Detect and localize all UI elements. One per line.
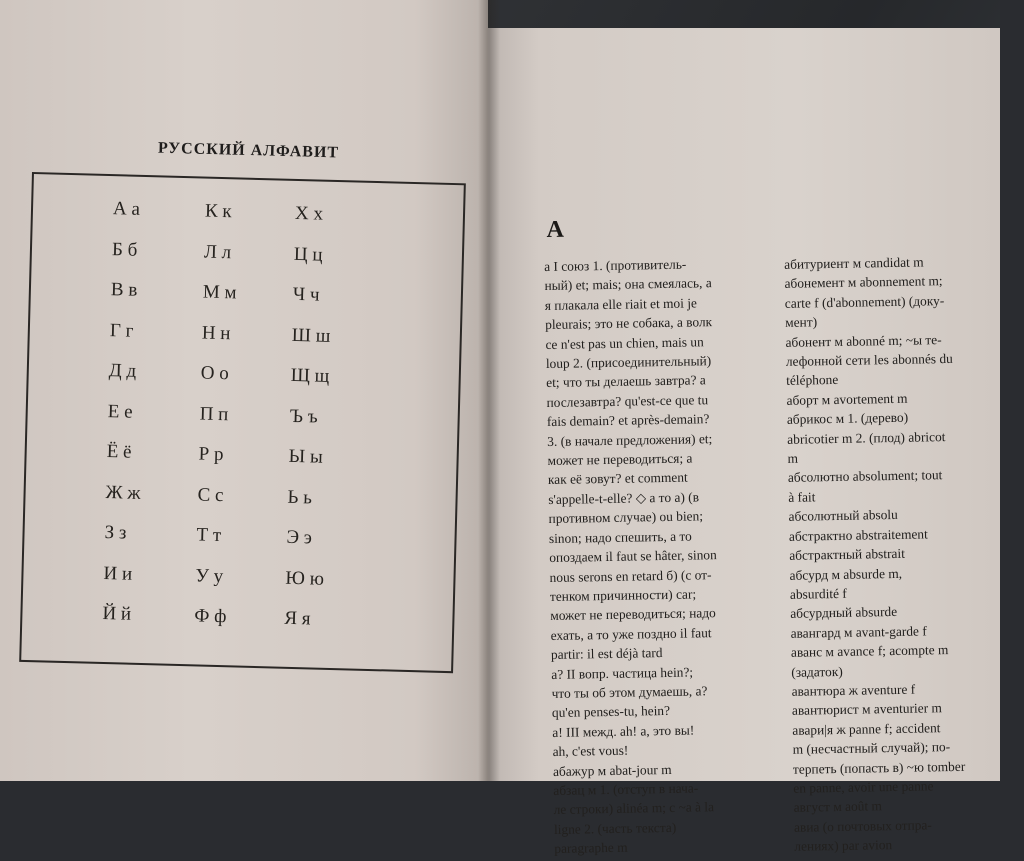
dictionary-line: авангард м avant-garde f xyxy=(790,623,927,641)
dictionary-line: qu'en penses-tu, hein? xyxy=(551,703,671,721)
alphabet-letter: Ё ё xyxy=(106,441,132,463)
dictionary-line: аванс м avance f; acompte m xyxy=(790,642,949,660)
dictionary-line: противном случае) ou bien; xyxy=(548,508,704,527)
alphabet-letter: П п xyxy=(199,402,229,425)
dictionary-line: как её зовут? et comment xyxy=(547,470,688,488)
dictionary-line: téléphone xyxy=(786,372,839,389)
dictionary-line: абитуриент м candidat m xyxy=(784,254,924,272)
left-page xyxy=(0,0,488,781)
dictionary-line: август м août m xyxy=(793,798,883,816)
dictionary-line: абсолютно absolument; tout xyxy=(787,467,943,486)
dictionary-line: лефонной сети les abonnés du xyxy=(785,350,953,369)
dictionary-line: ле строки) alinéa m; с ~а à la xyxy=(553,799,715,818)
dictionary-text xyxy=(488,19,1013,857)
dictionary-line: авари|я ж panne f; accident xyxy=(792,719,941,738)
alphabet-letter: Ц ц xyxy=(293,243,323,266)
alphabet-letter: Ч ч xyxy=(292,283,320,306)
dictionary-line: s'appelle-t-elle? ◇ а то а) (в xyxy=(548,489,700,507)
dictionary-line: ный) et; mais; она смеялась, а xyxy=(544,275,712,294)
alphabet-letter: С с xyxy=(197,483,224,506)
section-letter: А xyxy=(546,216,565,244)
dictionary-line: абонент м abonné m; ~ы те- xyxy=(785,331,942,350)
alphabet-letter: Р р xyxy=(198,443,224,466)
dictionary-column-1 xyxy=(544,253,789,859)
dictionary-line: авантюрист м aventurier m xyxy=(791,700,942,719)
dictionary-column-2 xyxy=(784,251,1024,857)
dictionary-line: ah, c'est vous! xyxy=(552,742,629,760)
dictionary-line: что ты об этом думаешь, а? xyxy=(551,683,708,701)
dictionary-line: абсолютный absolu xyxy=(788,507,898,525)
dictionary-line: абажур м abat-jour m xyxy=(552,761,672,779)
dictionary-line: опоздаем il faut se hâter, sinon xyxy=(549,547,717,566)
dictionary-line: а! III межд. ah! а, это вы! xyxy=(552,722,695,740)
alphabet-title: РУССКИЙ АЛФАВИТ xyxy=(157,139,340,162)
dictionary-line: я плакала elle riait et moi je xyxy=(544,295,698,313)
dictionary-line: авантюра ж aventure f xyxy=(791,681,916,699)
alphabet-letter: Д д xyxy=(108,360,137,382)
alphabet-letter: Х х xyxy=(294,202,324,225)
dictionary-line: ce n'est pas un chien, mais un xyxy=(545,333,704,352)
dictionary-line: аборт м avortement m xyxy=(786,390,908,408)
dictionary-line: послезавтра? qu'est-ce que tu xyxy=(546,392,709,410)
alphabet-letter: Ж ж xyxy=(105,481,141,504)
alphabet-letter: Г г xyxy=(109,319,134,342)
alphabet-letter: М м xyxy=(202,281,237,304)
dictionary-line: терпеть (попасть в) ~ю tomber xyxy=(792,758,966,777)
dictionary-line: en panne, avoir une panne xyxy=(793,778,934,796)
dictionary-line: nous serons en retard б) (с от- xyxy=(549,566,712,585)
alphabet-letter: Ы ы xyxy=(288,445,324,468)
dictionary-line: (задаток) xyxy=(791,663,843,680)
dictionary-line: m (несчастный случай); по- xyxy=(792,739,951,757)
dictionary-line: loup 2. (присоединительный) xyxy=(545,353,712,372)
dictionary-line: 3. (в начале предложения) et; xyxy=(547,430,713,449)
dictionary-line: а? II вопр. частица hein?; xyxy=(551,664,694,682)
alphabet-letter: У у xyxy=(195,564,224,587)
dictionary-line: paragraphe m xyxy=(554,839,628,857)
dictionary-line: может не переводиться; надо xyxy=(550,605,716,624)
dictionary-line: à fait xyxy=(788,489,816,505)
dictionary-line: абсурдный absurde xyxy=(790,604,898,622)
dictionary-line: абзац м 1. (отступ в нача- xyxy=(553,780,699,798)
dictionary-line: absurdité f xyxy=(789,585,847,602)
book-gutter xyxy=(478,0,500,781)
dictionary-line: et; что ты делаешь завтра? а xyxy=(546,372,706,391)
alphabet-box xyxy=(19,172,466,673)
alphabet-letter: Ю ю xyxy=(285,567,325,590)
alphabet-letter: Ш ш xyxy=(291,324,331,347)
dictionary-line: абрикос м 1. (дерево) xyxy=(786,409,909,428)
alphabet-letter: Я я xyxy=(284,607,311,630)
alphabet-letter: Т т xyxy=(196,524,222,547)
dictionary-line: fais demain? et après-demain? xyxy=(546,411,710,430)
alphabet-letter: К к xyxy=(204,200,232,223)
dictionary-line: мент) xyxy=(785,314,818,331)
dictionary-line: abricotier m 2. (плод) abricot xyxy=(787,428,946,447)
alphabet-letter: Ь ь xyxy=(287,486,313,508)
alphabet-letter: Е е xyxy=(107,400,133,423)
dictionary-line: partir: il est déjà tard xyxy=(550,645,663,663)
right-page xyxy=(488,28,1000,857)
dictionary-line: а I союз 1. (противитель- xyxy=(544,256,687,275)
alphabet-letter: Б б xyxy=(111,238,138,261)
alphabet-letter: Й й xyxy=(102,602,132,625)
alphabet-letter: И и xyxy=(103,562,133,585)
dictionary-line: pleurais; это не собака, а волк xyxy=(545,314,713,333)
dictionary-line: тенком причинности) car; xyxy=(549,586,697,604)
alphabet-letter: Ъ ъ xyxy=(289,405,318,428)
dictionary-line: sinon; надо спешить, а то xyxy=(548,528,692,546)
alphabet-letter: А а xyxy=(112,198,141,220)
alphabet-letter: Ф ф xyxy=(194,605,227,628)
dictionary-line: абстрактный abstrait xyxy=(789,545,905,563)
dictionary-line: лениях) par avion xyxy=(794,837,893,854)
dictionary-line: может не переводиться; а xyxy=(547,450,693,469)
alphabet-letter: В в xyxy=(110,279,138,301)
alphabet-letter: Л л xyxy=(203,241,232,263)
alphabet-letter: Н н xyxy=(201,322,231,344)
dictionary-line: абстрактно abstraitement xyxy=(788,526,928,544)
alphabet-letter: З з xyxy=(104,522,127,544)
dictionary-line: carte f (d'abonnement) (доку- xyxy=(784,292,945,311)
dictionary-line: ехать, а то уже поздно il faut xyxy=(550,624,712,643)
dictionary-line: абонемент м abonnement m; xyxy=(784,273,943,292)
dictionary-line: m xyxy=(787,450,799,466)
alphabet-letter: Щ щ xyxy=(290,364,330,387)
alphabet-letter: О о xyxy=(200,362,230,385)
dictionary-line: ligne 2. (часть текста) xyxy=(553,819,677,837)
dictionary-line: абсурд м absurde m, xyxy=(789,565,903,583)
alphabet-letter: Э э xyxy=(286,526,313,549)
dictionary-line: авиа (о почтовых отпра- xyxy=(793,817,932,835)
